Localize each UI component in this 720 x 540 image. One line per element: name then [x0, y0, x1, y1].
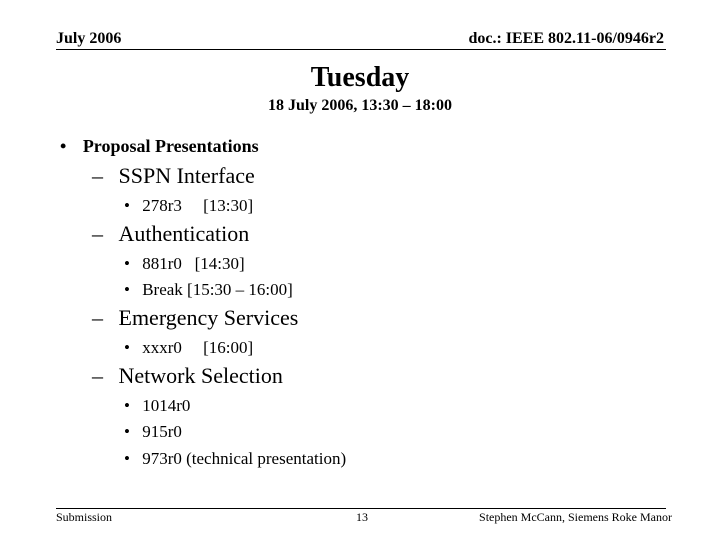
item-text: Break [15:30 – 16:00] [142, 280, 293, 299]
list-item [124, 422, 182, 442]
footer-divider [56, 508, 666, 509]
list-item [124, 396, 190, 416]
bullet-dash-icon: – [92, 221, 103, 246]
list-item [124, 196, 253, 216]
section-row-authentication [92, 221, 249, 247]
list-item [124, 280, 293, 300]
section-label: Network Selection [118, 363, 283, 388]
bullet-dot-icon: • [124, 196, 130, 215]
section-label: SSPN Interface [118, 163, 255, 188]
header-date: July 2006 [56, 30, 122, 47]
agenda-heading: Proposal Presentations [82, 136, 259, 156]
section-row-sspn [92, 163, 255, 189]
footer-author: Stephen McCann, Siemens Roke Manor [479, 510, 672, 524]
bullet-dot-icon: • [124, 254, 130, 273]
bullet-dot-icon: • [124, 449, 130, 468]
slide-subtitle: 18 July 2006, 13:30 – 18:00 [268, 97, 452, 114]
header-doc-id: doc.: IEEE 802.11-06/0946r2 [468, 30, 664, 47]
section-label: Emergency Services [118, 305, 299, 330]
section-row-network-selection [92, 363, 283, 389]
list-item [124, 254, 245, 274]
item-text: xxxr0 [16:00] [142, 338, 254, 357]
bullet-dash-icon: – [92, 363, 103, 388]
bullet-dot-icon: • [124, 280, 130, 299]
bullet-dot-icon: • [124, 422, 130, 441]
footer-page-number: 13 [356, 510, 368, 524]
slide-title: Tuesday [310, 62, 410, 93]
footer-submission: Submission [56, 510, 113, 524]
item-text: 278r3 [13:30] [142, 196, 254, 215]
list-item [124, 449, 346, 469]
item-text: 881r0 [14:30] [142, 254, 245, 273]
agenda-heading-row [60, 136, 259, 157]
item-text: 915r0 [142, 422, 182, 441]
bullet-dash-icon: – [92, 163, 103, 188]
bullet-dot-icon: • [124, 338, 130, 357]
header-divider [56, 49, 666, 50]
bullet-dot-icon: • [124, 396, 130, 415]
item-text: 1014r0 [142, 396, 191, 415]
section-label: Authentication [118, 221, 250, 246]
item-text: 973r0 (technical presentation) [142, 449, 347, 468]
bullet-dot-icon: • [60, 136, 67, 156]
bullet-dash-icon: – [92, 305, 103, 330]
list-item [124, 338, 253, 358]
section-row-emergency-services [92, 305, 298, 331]
